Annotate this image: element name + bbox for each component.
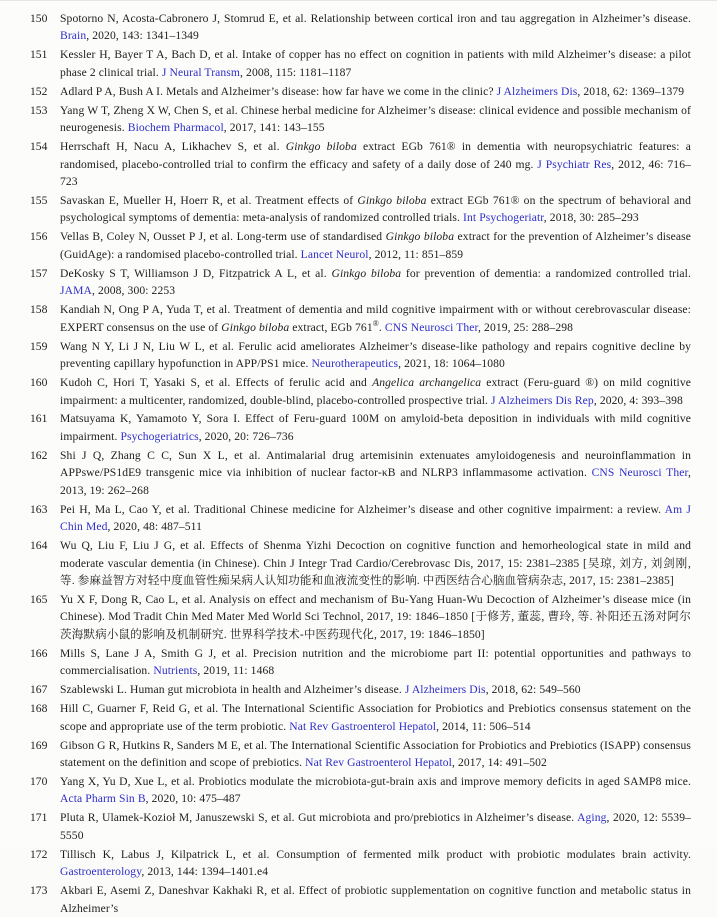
reference-item — [30, 192, 691, 227]
plain-text: , 2017, 14: 491–502 — [451, 756, 547, 770]
reference-number: 153 — [30, 103, 48, 117]
reference-item — [30, 301, 691, 336]
reference-number: 156 — [30, 230, 48, 244]
reference-number: 160 — [30, 376, 48, 390]
plain-text: Vellas B, Coley N, Ousset P J, et al. Long-term use of standardised — [60, 230, 386, 244]
plain-text: extract for the prevention of Alzheimer’s disease (GuidAge): a randomised placebo-controlled trial. — [60, 230, 691, 261]
journal-link[interactable]: Biochem Pharmacol — [127, 121, 224, 135]
reference-item — [30, 737, 691, 772]
reference-number: 163 — [30, 502, 48, 516]
plain-text: Yang X, Yu D, Xue L, et al. Probiotics modulate the microbiota-gut-brain axis and improve memory deficits in aged SAMP8 mice. — [60, 775, 691, 789]
plain-text: , 2020, 20: 726–736 — [198, 429, 294, 443]
reference-text — [60, 301, 691, 336]
plain-text: DeKosky S T, Williamson J D, Fitzpatrick A L, et al. — [60, 266, 332, 280]
reference-item — [30, 410, 691, 445]
journal-link[interactable]: Am J Chin Med — [60, 502, 692, 534]
reference-item — [30, 773, 691, 808]
plain-text: , 2013, 19: 262–268 — [60, 466, 691, 497]
plain-text: , 2013, 144: 1394–1401.e4 — [141, 865, 269, 879]
plain-text: extract, EGb 761 — [289, 320, 373, 334]
reference-number: 167 — [30, 683, 48, 697]
italic-text: Ginkgo biloba — [357, 194, 427, 208]
reference-number: 155 — [30, 194, 48, 208]
journal-link[interactable]: Nutrients — [153, 664, 198, 678]
plain-text: Adlard P A, Bush A I. Metals and Alzheimer’s disease: how far have we come in the clinic? — [60, 84, 497, 98]
reference-number: 164 — [30, 539, 48, 553]
plain-text: extract EGb 761® in dementia with neuropsychiatric features: a randomised, placebo-controlled trial to confirm the efficacy and safety of a daily dose of 240 mg. — [60, 140, 691, 171]
reference-item — [30, 645, 691, 680]
plain-text: , 2019, 11: 1468 — [197, 664, 275, 678]
plain-text: Wu Q, Liu F, Liu J G, et al. Effects of Shenma Yizhi Decoction on cognitive function and hemorheological state in mild and moderate vascular dementia (in Chinese). Chin J Integr Trad Cardio/Cerebrovasc Dis, 2017, 15: 2381–2385 [吴琼, 刘方, 刘剑刚, 等. 参麻益智方对轻中度血管性痴呆病人认知功能和血液流变性的影响. 中西医结合心脑血管病杂志, 2017, 15: 2381–2385] — [60, 539, 691, 588]
reference-item — [30, 591, 691, 643]
italic-text: Ginkgo biloba — [331, 266, 402, 280]
plain-text: , 2020, 12: 5539–5550 — [60, 811, 691, 842]
plain-text: , 2020, 48: 487–511 — [107, 520, 203, 534]
plain-text: , 2020, 4: 393–398 — [593, 393, 683, 407]
plain-text: , 2019, 25: 288–298 — [478, 320, 574, 334]
reference-text — [60, 102, 691, 137]
reference-text — [60, 501, 691, 536]
reference-item — [30, 681, 691, 698]
journal-link[interactable]: Lancet Neurol — [300, 247, 369, 261]
reference-item — [30, 102, 691, 137]
plain-text: Spotorno N, Acosta-Cabronero J, Stomrud E, et al. Relationship between cortical iron and tau aggregation in Alzheimer’s disease. — [60, 12, 691, 25]
reference-text — [60, 265, 691, 300]
plain-text: extract (Feru-guard ®) on mild cognitive impairment: a multicenter, randomized, double-blind, placebo-controlled prospective trial. — [60, 376, 691, 407]
plain-text: , 2018, 30: 285–293 — [543, 211, 639, 225]
journal-link[interactable]: J Alzheimers Dis Rep — [491, 393, 594, 407]
registered-trademark-symbol: ® — [372, 318, 379, 328]
reference-item — [30, 83, 691, 100]
plain-text: , 2018, 62: 1369–1379 — [577, 84, 685, 98]
reference-number: 166 — [30, 646, 48, 660]
reference-number: 170 — [30, 775, 48, 789]
reference-number: 169 — [30, 738, 48, 752]
reference-item — [30, 846, 691, 881]
plain-text: Tillisch K, Labus J, Kilpatrick L, et al. Consumption of fermented milk product with probiotic modulates brain activity. — [60, 847, 691, 861]
reference-text — [60, 138, 691, 190]
reference-text — [60, 537, 691, 589]
reference-number: 161 — [30, 412, 48, 426]
reference-number: 173 — [30, 884, 48, 898]
italic-text: Ginkgo biloba — [285, 140, 357, 154]
reference-item — [30, 882, 691, 917]
journal-link[interactable]: Acta Pharm Sin B — [60, 792, 146, 806]
reference-text — [60, 228, 691, 263]
reference-item — [30, 228, 691, 263]
journal-link[interactable]: J Alzheimers Dis — [496, 84, 578, 98]
reference-text — [60, 10, 691, 45]
reference-item — [30, 46, 691, 81]
plain-text: Hill C, Guarner F, Reid G, et al. The International Scientific Association for Probiotics and Prebiotics consensus statement on the scope and appropriate use of the term probiotic. — [60, 702, 691, 733]
journal-link[interactable]: Int Psychogeriatr — [463, 211, 544, 225]
plain-text: , 2012, 46: 716–723 — [60, 157, 691, 189]
plain-text: Savaskan E, Mueller H, Hoerr R, et al. Treatment effects of — [60, 194, 358, 208]
plain-text: Matsuyama K, Yamamoto Y, Sora I. Effect of Feru-guard 100M on amyloid-beta deposition in individuals with mild cognitive impairment. — [60, 412, 691, 443]
reference-item — [30, 138, 691, 190]
journal-link[interactable]: CNS Neurosci Ther — [591, 466, 688, 480]
reference-text — [60, 809, 691, 844]
reference-number: 157 — [30, 266, 48, 280]
reference-number: 151 — [30, 48, 48, 62]
plain-text: Akbari E, Asemi Z, Daneshvar Kakhaki R, et al. Effect of probiotic supplementation on cognitive function and metabolic status in Alzheimer’s — [60, 884, 691, 915]
journal-link[interactable]: JAMA — [60, 284, 92, 298]
reference-number: 172 — [30, 847, 48, 861]
reference-list — [30, 10, 691, 917]
italic-text: Ginkgo biloba — [221, 320, 290, 334]
plain-text: , 2008, 300: 2253 — [91, 284, 176, 298]
reference-text — [60, 374, 691, 409]
reference-text — [60, 773, 691, 808]
reference-text — [60, 846, 691, 881]
italic-text: Angelica archangelica — [372, 376, 482, 390]
journal-link[interactable]: J Neural Transm — [161, 65, 241, 79]
reference-text — [60, 700, 691, 735]
reference-number: 168 — [30, 702, 48, 716]
journal-link[interactable]: Aging — [577, 811, 607, 825]
plain-text: for prevention of dementia: a randomized controlled trial. — [401, 266, 691, 280]
reference-item — [30, 10, 691, 45]
reference-text — [60, 46, 691, 81]
plain-text: , 2021, 18: 1064–1080 — [398, 357, 505, 371]
reference-text — [60, 882, 691, 917]
plain-text: Shi J Q, Zhang C C, Sun X L, et al. Antimalarial drug artemisinin extenuates amyloidogenesis and neuroinflammation in APPswe/PS1dE9 transgenic mice via inhibition of nuclear factor-κB and NLRP3 inflammasome activation. — [60, 448, 691, 480]
journal-link[interactable]: Neurotherapeutics — [311, 357, 399, 371]
plain-text: , 2012, 11: 851–859 — [368, 247, 464, 261]
plain-text: Gibson G R, Hutkins R, Sanders M E, et al. The International Scientific Association for Probiotics and Prebiotics (ISAPP) consensus statement on the definition and scope of prebiotics. — [60, 738, 691, 770]
plain-text: . — [378, 320, 385, 334]
plain-text: Herrschaft H, Nacu A, Likhachev S, et al. — [60, 140, 286, 154]
reference-text — [60, 447, 691, 499]
plain-text: Wang N Y, Li J N, Liu W L, et al. Ferulic acid ameliorates Alzheimer’s disease-like pathology and repairs cognitive decline by preventing capillary hypofunction in APP/PS1 mice. — [60, 339, 691, 371]
journal-link[interactable]: Psychogeriatrics — [120, 429, 199, 443]
plain-text: Kudoh C, Hori T, Yasaki S, et al. Effects of ferulic acid and — [60, 376, 373, 390]
plain-text: Szablewski L. Human gut microbiota in health and Alzheimer’s disease. — [60, 683, 405, 697]
reference-number: 152 — [30, 84, 48, 98]
reference-item — [30, 338, 691, 373]
journal-link[interactable]: Gastroenterology — [60, 865, 142, 879]
reference-text — [60, 737, 691, 772]
reference-text — [60, 83, 691, 100]
journal-link[interactable]: J Psychiatr Res — [537, 157, 612, 171]
reference-item — [30, 447, 691, 499]
plain-text: extract EGb 761® on the spectrum of behavioral and psychological symptoms of dementia: meta-analysis of randomized controlled trials. — [60, 194, 691, 225]
plain-text: , 2018, 62: 549–560 — [485, 683, 581, 697]
reference-item — [30, 700, 691, 735]
journal-link[interactable]: J Alzheimers Dis — [404, 683, 486, 697]
reference-number: 162 — [30, 448, 48, 462]
journal-link[interactable]: Nat Rev Gastroenterol Hepatol — [289, 719, 437, 733]
reference-item — [30, 809, 691, 844]
reference-text — [60, 192, 691, 227]
reference-item — [30, 501, 691, 536]
plain-text: , 2014, 11: 506–514 — [436, 719, 531, 733]
reference-text — [60, 338, 691, 373]
reference-number: 158 — [30, 303, 48, 317]
reference-number: 159 — [30, 339, 48, 353]
italic-text: Ginkgo biloba — [385, 230, 455, 244]
reference-number: 165 — [30, 593, 48, 606]
reference-number: 171 — [30, 811, 48, 825]
journal-link[interactable]: Brain — [60, 29, 87, 43]
reference-text — [60, 645, 691, 680]
reference-number: 154 — [30, 140, 48, 154]
plain-text: Yang W T, Zheng X W, Chen S, et al. Chinese herbal medicine for Alzheimer’s disease: clinical evidence and possible mechanism of neurogenesis. — [60, 103, 691, 135]
journal-link[interactable]: CNS Neurosci Ther — [384, 320, 479, 334]
reference-item — [30, 374, 691, 409]
reference-text — [60, 591, 691, 643]
plain-text: , 2020, 143: 1341–1349 — [86, 29, 199, 43]
reference-item — [30, 265, 691, 300]
plain-text: , 2017, 141: 143–155 — [223, 121, 325, 135]
reference-text — [60, 410, 691, 445]
plain-text: Kandiah N, Ong P A, Yuda T, et al. Treatment of dementia and mild cognitive impairment with or without cerebrovascular disease: EXPERT consensus on the use of — [60, 303, 691, 334]
plain-text: Yu X F, Dong R, Cao L, et al. Analysis on effect and mechanism of Bu-Yang Huan-Wu Decoction of Alzheimer’s disease mice (in Chinese). Mod Tradit Chin Med Mater Med World Sci Technol, 2017, 19: 1846–1850 [于修芳, 董蕊, 曹玲, 等. 补阳还五汤对阿尔茨海默病小鼠的影响及机制研究. 世界科学技术-中医药现代化, 2017, 19: 1846–1850] — [60, 593, 691, 641]
plain-text: Kessler H, Bayer T A, Bach D, et al. Intake of copper has no effect on cognition in patients with mild Alzheimer’s disease: a pilot phase 2 clinical trial. — [60, 48, 691, 79]
journal-link[interactable]: Nat Rev Gastroenterol Hepatol — [305, 756, 452, 770]
plain-text: Mills S, Lane J A, Smith G J, et al. Precision nutrition and the microbiome part II: potential opportunities and pathways to commercialisation. — [60, 646, 691, 678]
reference-text — [60, 681, 691, 698]
plain-text: Pluta R, Ulamek-Kozioł M, Januszewski S, et al. Gut microbiota and pro/prebiotics in Alzheimer’s disease. — [60, 811, 578, 825]
plain-text: , 2020, 10: 475–487 — [145, 792, 241, 806]
reference-item — [30, 537, 691, 589]
reference-number: 150 — [30, 12, 48, 25]
plain-text: , 2008, 115: 1181–1187 — [240, 65, 352, 79]
plain-text: Pei H, Ma L, Cao Y, et al. Traditional Chinese medicine for Alzheimer’s disease and other cognitive impairment: a review. — [60, 502, 665, 516]
